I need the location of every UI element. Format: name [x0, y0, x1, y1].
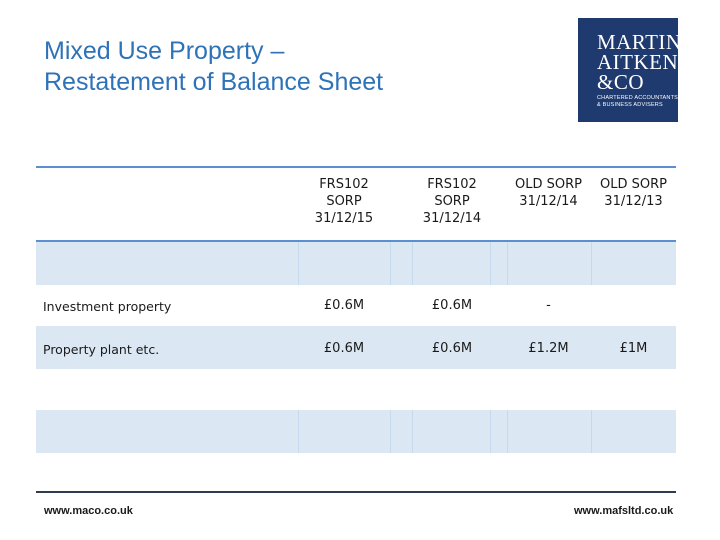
cell-value: -: [546, 298, 551, 313]
page-title: [44, 36, 383, 98]
cell-value: £0.6M: [323, 341, 365, 356]
row-label-investment-property: Investment property: [43, 299, 172, 314]
cell-value: £0.6M: [431, 298, 473, 313]
column-divider: [490, 242, 491, 285]
column-divider: [390, 242, 391, 285]
column-divider: [298, 410, 299, 453]
column-header-frs102-2015: [298, 168, 390, 241]
header-line: 31/12/14: [519, 194, 578, 209]
row-label-property-plant: Property plant etc.: [43, 342, 160, 357]
column-divider: [412, 410, 413, 453]
header-line: 31/12/14: [422, 211, 482, 226]
logo-line-aitken: AITKEN: [597, 50, 679, 74]
header-line: SORP: [434, 194, 470, 209]
header-line: OLD SORP: [600, 177, 667, 192]
cell-value: £0.6M: [323, 298, 365, 313]
column-divider: [591, 242, 592, 285]
column-divider: [412, 242, 413, 285]
empty-shaded-row: [36, 242, 676, 285]
footer-link-mafsltd[interactable]: www.mafsltd.co.uk: [574, 505, 674, 517]
header-line: 31/12/15: [314, 211, 374, 226]
column-divider: [591, 410, 592, 453]
column-divider: [507, 410, 508, 453]
logo-line-co: &CO: [597, 70, 645, 94]
footer-rule: [36, 491, 676, 493]
logo-tagline-1: CHARTERED ACCOUNTANTS: [597, 95, 679, 101]
company-logo: [578, 18, 682, 122]
cell-value: £1M: [619, 341, 648, 356]
column-divider: [507, 242, 508, 285]
column-header-old-sorp-2013: [591, 168, 676, 241]
logo-tagline-2: & BUSINESS ADVISERS: [597, 102, 663, 108]
header-line: 31/12/13: [604, 194, 663, 209]
header-line: SORP: [326, 194, 362, 209]
title-line-2: Restatement of Balance Sheet: [44, 68, 384, 96]
header-line: FRS102: [427, 177, 477, 192]
column-header-frs102-2014: [406, 168, 498, 241]
footer-link-maco[interactable]: www.maco.co.uk: [44, 505, 133, 517]
title-line-1: Mixed Use Property –: [44, 37, 285, 65]
logo-line-martin: MARTIN: [597, 30, 682, 54]
cell-value: £0.6M: [431, 341, 473, 356]
column-header-old-sorp-2014: [506, 168, 591, 241]
empty-shaded-row: [36, 410, 676, 453]
header-line: FRS102: [319, 177, 369, 192]
column-divider: [390, 410, 391, 453]
cell-value: £1.2M: [528, 341, 569, 356]
column-divider: [490, 410, 491, 453]
column-divider: [298, 242, 299, 285]
header-line: OLD SORP: [515, 177, 582, 192]
